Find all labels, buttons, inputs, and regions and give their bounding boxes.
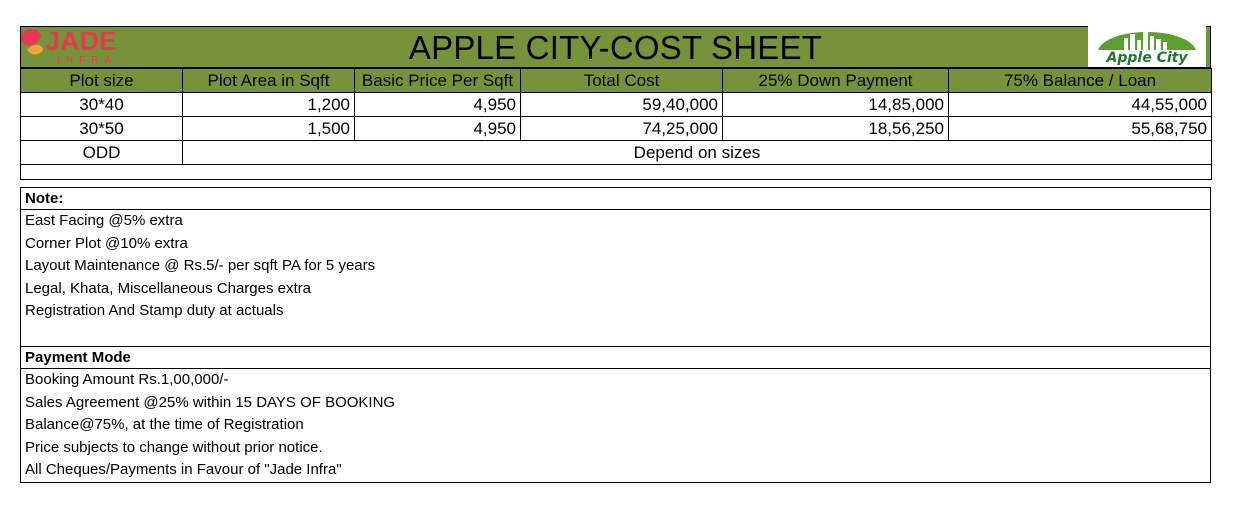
- note-item: Layout Maintenance @ Rs.5/- per sqft PA for 5 years: [25, 257, 376, 274]
- col-plot-size: Plot size: [21, 69, 183, 93]
- col-basic-price: Basic Price Per Sqft: [355, 69, 521, 93]
- payment-item: Price subjects to change without prior notice.: [25, 438, 323, 456]
- logo-apple-city-text: Apple City: [1106, 50, 1188, 66]
- cell-odd-text: Depend on sizes: [183, 141, 1212, 165]
- cost-table: [20, 68, 1212, 180]
- cell-balance-loan: 44,55,000: [949, 93, 1212, 117]
- cell-odd-label: ODD: [21, 141, 183, 165]
- cell-plot-size: 30*40: [21, 93, 183, 117]
- table-row: [21, 117, 1212, 141]
- cell-basic-price: 4,950: [355, 93, 521, 117]
- cell-balance-loan: 55,68,750: [949, 117, 1212, 141]
- table-row: [21, 93, 1212, 117]
- payment-item: All Cheques/Payments in Favour of "Jade Infra": [25, 461, 342, 478]
- cell-down-payment: 18,56,250: [723, 117, 949, 141]
- payment-item: Booking Amount Rs.1,00,000/-: [25, 371, 229, 388]
- payment-item: Sales Agreement @25% within 15 DAYS OF BOOKING: [25, 393, 396, 411]
- note-item: East Facing @5% extra: [25, 212, 183, 229]
- cell-plot-size: 30*50: [21, 117, 183, 141]
- payment-item: Balance@75%, at the time of Registration: [25, 416, 304, 433]
- page-title: APPLE CITY-COST SHEET: [408, 29, 823, 66]
- cell-basic-price: 4,950: [355, 117, 521, 141]
- cell-down-payment: 14,85,000: [723, 93, 949, 117]
- cell-plot-area: 1,500: [183, 117, 355, 141]
- payment-heading: Payment Mode: [21, 347, 1210, 369]
- note-section: [20, 187, 1211, 347]
- payment-section: [20, 346, 1211, 483]
- table-header-row: [21, 69, 1212, 93]
- logo-brand: JADE: [45, 26, 118, 56]
- table-row-spacer: [21, 165, 1212, 180]
- col-balance-loan: 75% Balance / Loan: [949, 69, 1212, 93]
- note-item: Corner Plot @10% extra: [25, 234, 188, 252]
- cell-plot-area: 1,200: [183, 93, 355, 117]
- note-heading: Note:: [21, 188, 1210, 210]
- apple-city-logo: [1088, 22, 1206, 67]
- cell-total-cost: 74,25,000: [521, 117, 723, 141]
- col-plot-area: Plot Area in Sqft: [183, 69, 355, 93]
- col-total-cost: Total Cost: [521, 69, 723, 93]
- table-row-odd: [21, 141, 1212, 165]
- logo-tagline: INFRA: [57, 55, 117, 66]
- col-down-payment: 25% Down Payment: [723, 69, 949, 93]
- note-item: Registration And Stamp duty at actuals: [25, 302, 284, 319]
- note-item: Legal, Khata, Miscellaneous Charges extra: [25, 279, 311, 297]
- cell-total-cost: 59,40,000: [521, 93, 723, 117]
- title-bar: [20, 26, 1211, 68]
- jade-infra-logo: [17, 20, 129, 70]
